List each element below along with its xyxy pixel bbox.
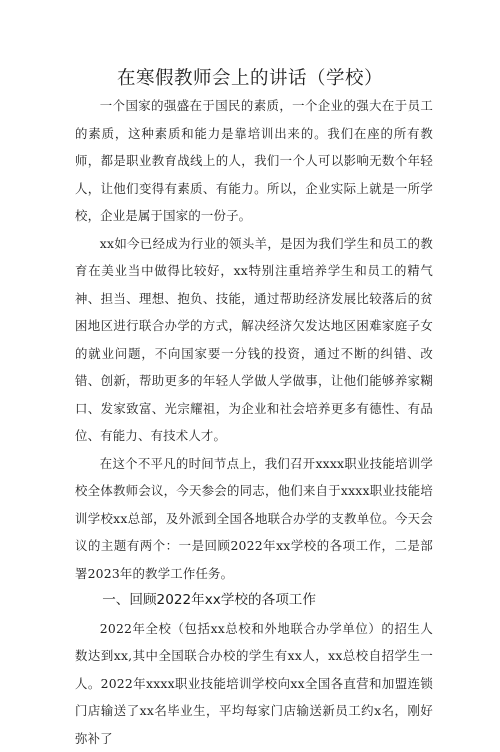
document-body: [75, 92, 433, 752]
paragraph-1: 一个国家的强盛在于国民的素质，一个企业的强大在于员工的素质，这种素质和能力是靠培训出来的。我们在座的所有教师，都是职业教育战线上的人，我们一个人可以影响无数个年轻人，让他们变得有素质、有能力。所以，企业实际上就是一所学校，企业是属于国家的一份子。: [75, 92, 433, 230]
section-paragraph: 2022年全校（包括xx总校和外地联合办学单位）的招生人数达到xx,其中全国联合办校的学生有xx人，xx总校自招学生一人。2022年xxxx职业技能培训学校向xx全国各直营和加盟连锁门店输送了xx名毕业生，平均每家门店输送新员工约x名，刚好弥补了: [75, 615, 433, 752]
paragraph-2: xx如今已经成为行业的领头羊，是因为我们学生和员工的教育在美业当中做得比较好，xx特别注重培养学生和员工的精气神、担当、理想、抱负、技能，通过帮助经济发展比较落后的贫困地区进行联合办学的方式，解决经济欠发达地区困难家庭子女的就业问题，不向国家要一分钱的投资，通过不断的纠错、改错、创新，帮助更多的年轻人学做人学做事，让他们能够养家糊口、发家致富、光宗耀祖，为企业和社会培养更多有德性、有品位、有能力、有技术人才。: [75, 230, 433, 450]
paragraph-3: 在这个不平凡的时间节点上，我们召开xxxx职业技能培训学校全体教师会议，今天参会的同志，他们来自于xxxx职业技能培训学校xx总部，及外派到全国各地联合办学的支教单位。今天会议的主题有两个：一是回顾2022年xx学校的各项工作，二是部署2023年的教学工作任务。: [75, 450, 433, 588]
document-title: 在寒假教师会上的讲话（学校）: [0, 64, 500, 90]
section-heading: 一、回顾2022年xx学校的各项工作: [75, 587, 433, 615]
